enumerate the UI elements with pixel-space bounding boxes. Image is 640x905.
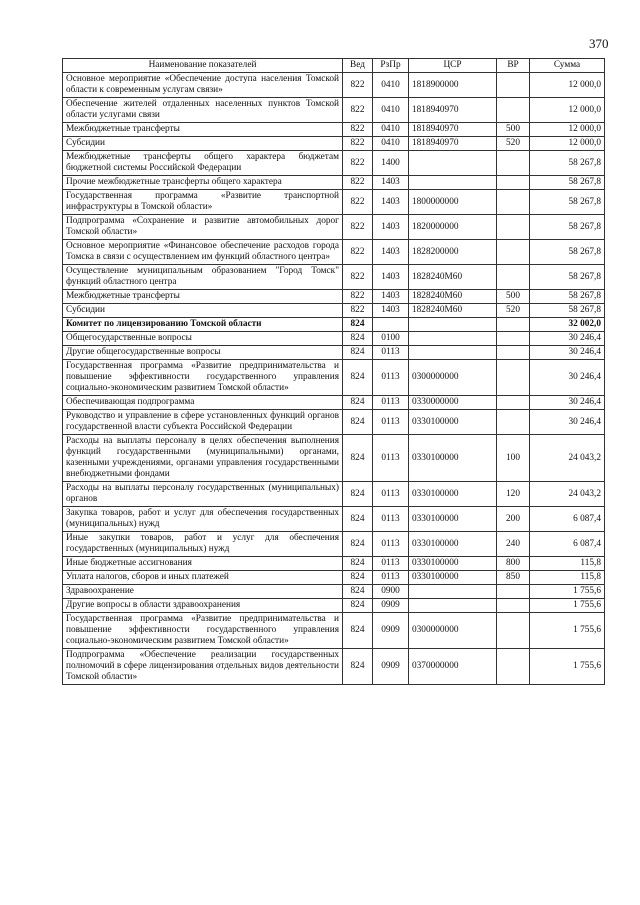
cell-csr [409, 176, 497, 190]
cell-rzpr: 0909 [373, 649, 409, 685]
cell-csr: 1818940970 [409, 98, 497, 123]
cell-rzpr: 1403 [373, 215, 409, 240]
cell-csr: 0330100000 [409, 435, 497, 482]
cell-vr [497, 613, 530, 649]
cell-csr: 1818940970 [409, 123, 497, 137]
cell-vr [497, 599, 530, 613]
cell-rzpr: 0113 [373, 346, 409, 360]
cell-sum: 58 267,8 [530, 190, 605, 215]
cell-ved: 822 [343, 151, 373, 176]
cell-name: Межбюджетные трансферты [63, 290, 343, 304]
cell-name: Субсидии [63, 304, 343, 318]
cell-rzpr: 0410 [373, 137, 409, 151]
cell-name: Здравоохранение [63, 585, 343, 599]
cell-sum: 32 002,0 [530, 318, 605, 332]
cell-rzpr: 1403 [373, 290, 409, 304]
cell-vr [497, 176, 530, 190]
cell-rzpr: 1403 [373, 176, 409, 190]
cell-csr [409, 332, 497, 346]
cell-rzpr: 0410 [373, 123, 409, 137]
cell-vr [497, 190, 530, 215]
cell-rzpr: 0113 [373, 557, 409, 571]
cell-name: Подпрограмма «Сохранение и развитие автомобильных дорог Томской области» [63, 215, 343, 240]
table-row [63, 532, 605, 557]
cell-name: Основное мероприятие «Обеспечение доступа населения Томской области к современным услугам связи» [63, 73, 343, 98]
cell-csr: 0300000000 [409, 360, 497, 396]
cell-rzpr: 1400 [373, 151, 409, 176]
cell-vr [497, 240, 530, 265]
cell-csr: 1828240М60 [409, 265, 497, 290]
cell-vr: 120 [497, 482, 530, 507]
cell-rzpr: 0410 [373, 98, 409, 123]
cell-name: Государственная программа «Развитие предпринимательства и повышение эффективности государственного управления социально-экономическим развитием Томской области» [63, 360, 343, 396]
cell-name: Межбюджетные трансферты общего характера бюджетам бюджетной системы Российской Федерации [63, 151, 343, 176]
cell-ved: 822 [343, 240, 373, 265]
cell-ved: 824 [343, 649, 373, 685]
table-row [63, 482, 605, 507]
cell-rzpr: 0113 [373, 532, 409, 557]
table-row [63, 585, 605, 599]
cell-ved: 824 [343, 332, 373, 346]
cell-ved: 824 [343, 410, 373, 435]
table-row [63, 240, 605, 265]
cell-vr [497, 151, 530, 176]
table-row [63, 332, 605, 346]
cell-csr: 1820000000 [409, 215, 497, 240]
cell-sum: 58 267,8 [530, 151, 605, 176]
cell-sum: 6 087,4 [530, 507, 605, 532]
cell-sum: 58 267,8 [530, 240, 605, 265]
cell-sum: 58 267,8 [530, 215, 605, 240]
cell-rzpr: 0113 [373, 507, 409, 532]
cell-sum: 30 246,4 [530, 346, 605, 360]
cell-csr [409, 599, 497, 613]
cell-sum: 24 043,2 [530, 482, 605, 507]
cell-name: Основное мероприятие «Финансовое обеспечение расходов города Томска в связи с осуществлением им функций областного центра» [63, 240, 343, 265]
header-csr: ЦСР [409, 59, 497, 73]
table-row [63, 123, 605, 137]
cell-ved: 822 [343, 215, 373, 240]
cell-name: Подпрограмма «Обеспечение реализации государственных полномочий в сфере лицензирования отдельных видов деятельности Томской области» [63, 649, 343, 685]
cell-ved: 822 [343, 137, 373, 151]
cell-sum: 1 755,6 [530, 599, 605, 613]
cell-name: Комитет по лицензированию Томской области [63, 318, 343, 332]
cell-ved: 824 [343, 613, 373, 649]
header-rzpr: РзПр [373, 59, 409, 73]
table-row [63, 410, 605, 435]
table-row [63, 346, 605, 360]
table-row [63, 649, 605, 685]
cell-name: Расходы на выплаты персоналу государственных (муниципальных) органов [63, 482, 343, 507]
table-row [63, 507, 605, 532]
table-row [63, 215, 605, 240]
cell-name: Расходы на выплаты персоналу в целях обеспечения выполнения функций государственными (муниципальными) органами, казенными учреждениями, органами управления государственными внебюджетными фондами [63, 435, 343, 482]
cell-ved: 822 [343, 190, 373, 215]
cell-sum: 58 267,8 [530, 304, 605, 318]
cell-ved: 822 [343, 73, 373, 98]
budget-table [62, 58, 605, 685]
table-row [63, 304, 605, 318]
cell-rzpr: 1403 [373, 265, 409, 290]
cell-csr: 1828200000 [409, 240, 497, 265]
cell-name: Обеспечение жителей отдаленных населенных пунктов Томской области услугами связи [63, 98, 343, 123]
table-row [63, 571, 605, 585]
cell-rzpr: 1403 [373, 304, 409, 318]
cell-name: Общегосударственные вопросы [63, 332, 343, 346]
cell-rzpr: 0909 [373, 613, 409, 649]
table-row [63, 190, 605, 215]
cell-sum: 30 246,4 [530, 332, 605, 346]
cell-csr: 1818900000 [409, 73, 497, 98]
cell-name: Прочие межбюджетные трансферты общего характера [63, 176, 343, 190]
cell-name: Обеспечивающая подпрограмма [63, 396, 343, 410]
cell-sum: 58 267,8 [530, 176, 605, 190]
cell-vr: 500 [497, 123, 530, 137]
cell-sum: 12 000,0 [530, 137, 605, 151]
cell-name: Иные бюджетные ассигнования [63, 557, 343, 571]
cell-vr: 520 [497, 304, 530, 318]
table-row [63, 613, 605, 649]
cell-vr: 800 [497, 557, 530, 571]
table-row [63, 599, 605, 613]
table-row [63, 318, 605, 332]
cell-csr: 0330100000 [409, 557, 497, 571]
table-row [63, 176, 605, 190]
cell-csr [409, 151, 497, 176]
cell-name: Субсидии [63, 137, 343, 151]
cell-name: Иные закупки товаров, работ и услуг для обеспечения государственных (муниципальных) нужд [63, 532, 343, 557]
cell-name: Закупка товаров, работ и услуг для обеспечения государственных (муниципальных) нужд [63, 507, 343, 532]
cell-vr [497, 396, 530, 410]
cell-rzpr: 0113 [373, 410, 409, 435]
cell-ved: 824 [343, 557, 373, 571]
cell-vr [497, 360, 530, 396]
cell-ved: 822 [343, 176, 373, 190]
table-row [63, 137, 605, 151]
cell-rzpr: 0410 [373, 73, 409, 98]
table-row [63, 73, 605, 98]
table-row [63, 290, 605, 304]
cell-sum: 12 000,0 [530, 123, 605, 137]
cell-csr: 0330100000 [409, 482, 497, 507]
cell-ved: 822 [343, 290, 373, 304]
cell-name: Межбюджетные трансферты [63, 123, 343, 137]
cell-vr [497, 265, 530, 290]
cell-rzpr: 1403 [373, 190, 409, 215]
table-row [63, 435, 605, 482]
cell-csr: 0330100000 [409, 571, 497, 585]
cell-name: Государственная программа «Развитие предпринимательства и повышение эффективности государственного управления социально-экономическим развитием Томской области» [63, 613, 343, 649]
cell-ved: 824 [343, 507, 373, 532]
cell-sum: 12 000,0 [530, 98, 605, 123]
cell-csr [409, 318, 497, 332]
cell-name: Другие общегосударственные вопросы [63, 346, 343, 360]
table-header-row [63, 59, 605, 73]
table-row [63, 98, 605, 123]
cell-csr: 1800000000 [409, 190, 497, 215]
table-row [63, 151, 605, 176]
cell-vr [497, 215, 530, 240]
header-sum: Сумма [530, 59, 605, 73]
cell-vr [497, 410, 530, 435]
cell-rzpr: 0113 [373, 435, 409, 482]
cell-vr: 200 [497, 507, 530, 532]
cell-vr [497, 73, 530, 98]
cell-csr [409, 346, 497, 360]
cell-vr [497, 318, 530, 332]
cell-name: Руководство и управление в сфере установленных функций органов государственной власти субъекта Российской Федерации [63, 410, 343, 435]
cell-vr: 240 [497, 532, 530, 557]
header-ved: Вед [343, 59, 373, 73]
cell-ved: 824 [343, 571, 373, 585]
cell-sum: 30 246,4 [530, 410, 605, 435]
table-row [63, 360, 605, 396]
cell-ved: 824 [343, 346, 373, 360]
cell-vr [497, 649, 530, 685]
cell-sum: 115,8 [530, 557, 605, 571]
cell-rzpr: 0900 [373, 585, 409, 599]
cell-ved: 824 [343, 585, 373, 599]
cell-ved: 824 [343, 318, 373, 332]
cell-ved: 824 [343, 532, 373, 557]
cell-sum: 1 755,6 [530, 613, 605, 649]
cell-name: Другие вопросы в области здравоохранения [63, 599, 343, 613]
cell-sum: 58 267,8 [530, 265, 605, 290]
cell-sum: 115,8 [530, 571, 605, 585]
cell-vr [497, 332, 530, 346]
cell-ved: 824 [343, 599, 373, 613]
cell-sum: 30 246,4 [530, 396, 605, 410]
cell-sum: 24 043,2 [530, 435, 605, 482]
cell-rzpr: 0113 [373, 482, 409, 507]
cell-ved: 824 [343, 360, 373, 396]
cell-rzpr: 0909 [373, 599, 409, 613]
cell-ved: 824 [343, 396, 373, 410]
cell-vr [497, 585, 530, 599]
header-vr: ВР [497, 59, 530, 73]
cell-ved: 822 [343, 98, 373, 123]
cell-sum: 58 267,8 [530, 290, 605, 304]
cell-ved: 824 [343, 435, 373, 482]
cell-rzpr: 0100 [373, 332, 409, 346]
table-row [63, 265, 605, 290]
header-name: Наименование показателей [63, 59, 343, 73]
cell-csr: 1828240М60 [409, 290, 497, 304]
cell-csr: 0330100000 [409, 507, 497, 532]
cell-sum: 1 755,6 [530, 585, 605, 599]
table-row [63, 557, 605, 571]
cell-csr: 1828240М60 [409, 304, 497, 318]
cell-ved: 822 [343, 304, 373, 318]
cell-ved: 822 [343, 123, 373, 137]
cell-csr: 0300000000 [409, 613, 497, 649]
cell-vr: 520 [497, 137, 530, 151]
cell-vr [497, 346, 530, 360]
cell-csr: 0330100000 [409, 532, 497, 557]
cell-name: Уплата налогов, сборов и иных платежей [63, 571, 343, 585]
cell-name: Осуществление муниципальным образованием "Город Томск" функций областного центра [63, 265, 343, 290]
table-body [63, 73, 605, 685]
cell-vr: 500 [497, 290, 530, 304]
cell-sum: 12 000,0 [530, 73, 605, 98]
cell-csr: 0330100000 [409, 410, 497, 435]
cell-rzpr: 0113 [373, 396, 409, 410]
cell-rzpr: 1403 [373, 240, 409, 265]
cell-vr: 100 [497, 435, 530, 482]
cell-csr: 0370000000 [409, 649, 497, 685]
cell-rzpr [373, 318, 409, 332]
cell-rzpr: 0113 [373, 571, 409, 585]
cell-ved: 824 [343, 482, 373, 507]
cell-vr: 850 [497, 571, 530, 585]
cell-sum: 1 755,6 [530, 649, 605, 685]
cell-sum: 6 087,4 [530, 532, 605, 557]
cell-csr: 1818940970 [409, 137, 497, 151]
cell-vr [497, 98, 530, 123]
cell-csr: 0330000000 [409, 396, 497, 410]
cell-ved: 822 [343, 265, 373, 290]
cell-rzpr: 0113 [373, 360, 409, 396]
cell-csr [409, 585, 497, 599]
page-number: 370 [589, 36, 609, 51]
cell-name: Государственная программа «Развитие транспортной инфраструктуры в Томской области» [63, 190, 343, 215]
table-row [63, 396, 605, 410]
cell-sum: 30 246,4 [530, 360, 605, 396]
